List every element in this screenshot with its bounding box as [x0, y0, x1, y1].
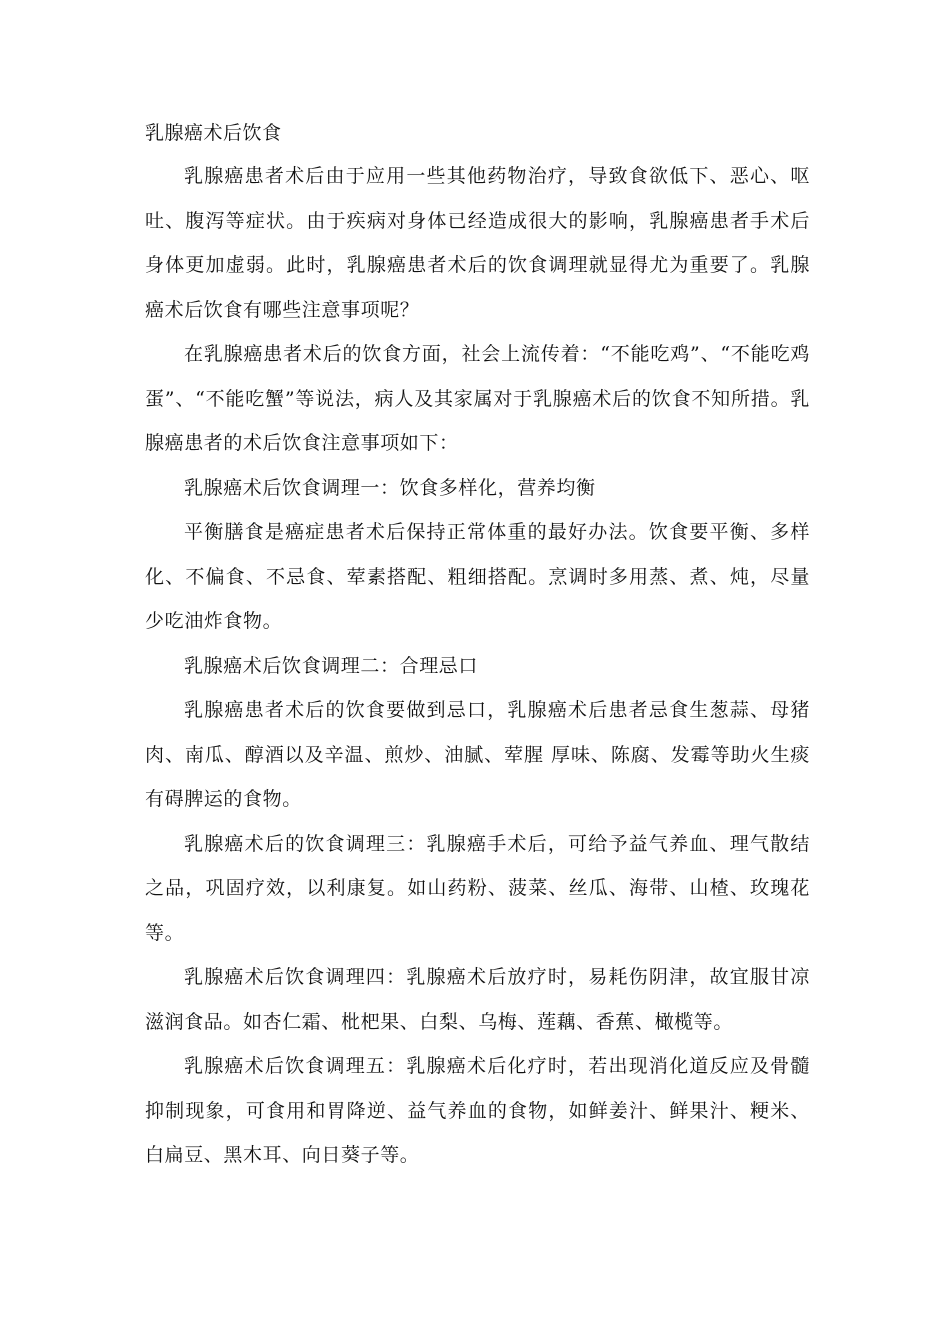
paragraph-tip-5: 乳腺癌术后饮食调理五：乳腺癌术后化疗时，若出现消化道反应及骨髓抑制现象，可食用和胃降逆、益气养血的食物，如鲜姜汁、鲜果汁、粳米、白扁豆、黑木耳、向日葵子等。	[145, 1055, 810, 1166]
paragraph-tip-1: 平衡膳食是癌症患者术后保持正常体重的最好办法。饮食要平衡、多样化、不偏食、不忌食、荤素搭配、粗细搭配。烹调时多用蒸、煮、炖，尽量少吃油炸食物。	[145, 521, 810, 632]
heading-tip-2: 乳腺癌术后饮食调理二：合理忌口	[184, 654, 479, 677]
document-title: 乳腺癌术后饮食	[145, 122, 282, 144]
paragraph-tip-2: 乳腺癌患者术后的饮食要做到忌口，乳腺癌术后患者忌食生葱蒜、母猪肉、南瓜、醇酒以及辛温、煎炒、油腻、荤腥 厚味、陈腐、发霉等助火生痰有碍脾运的食物。	[145, 699, 810, 810]
paragraph-rumors: 在乳腺癌患者术后的饮食方面，社会上流传着：“不能吃鸡”、“不能吃鸡蛋”、“不能吃蟹”等说法，病人及其家属对于乳腺癌术后的饮食不知所措。乳腺癌患者的术后饮食注意事项如下：	[145, 343, 810, 454]
document-body	[145, 118, 810, 1178]
heading-tip-1: 乳腺癌术后饮食调理一：饮食多样化，营养均衡	[184, 476, 596, 499]
paragraph-tip-3: 乳腺癌术后的饮食调理三：乳腺癌手术后，可给予益气养血、理气散结之品，巩固疗效，以利康复。如山药粉、菠菜、丝瓜、海带、山楂、玫瑰花等。	[145, 832, 810, 944]
paragraph-tip-4: 乳腺癌术后饮食调理四：乳腺癌术后放疗时，易耗伤阴津，故宜服甘凉滋润食品。如杏仁霜、枇杷果、白梨、乌梅、莲藕、香蕉、橄榄等。	[145, 966, 810, 1033]
paragraph-intro: 乳腺癌患者术后由于应用一些其他药物治疗，导致食欲低下、恶心、呕吐、腹泻等症状。由于疾病对身体已经造成很大的影响，乳腺癌患者手术后身体更加虚弱。此时，乳腺癌患者术后的饮食调理就显得尤为重要了。乳腺癌术后饮食有哪些注意事项呢？	[145, 165, 810, 321]
